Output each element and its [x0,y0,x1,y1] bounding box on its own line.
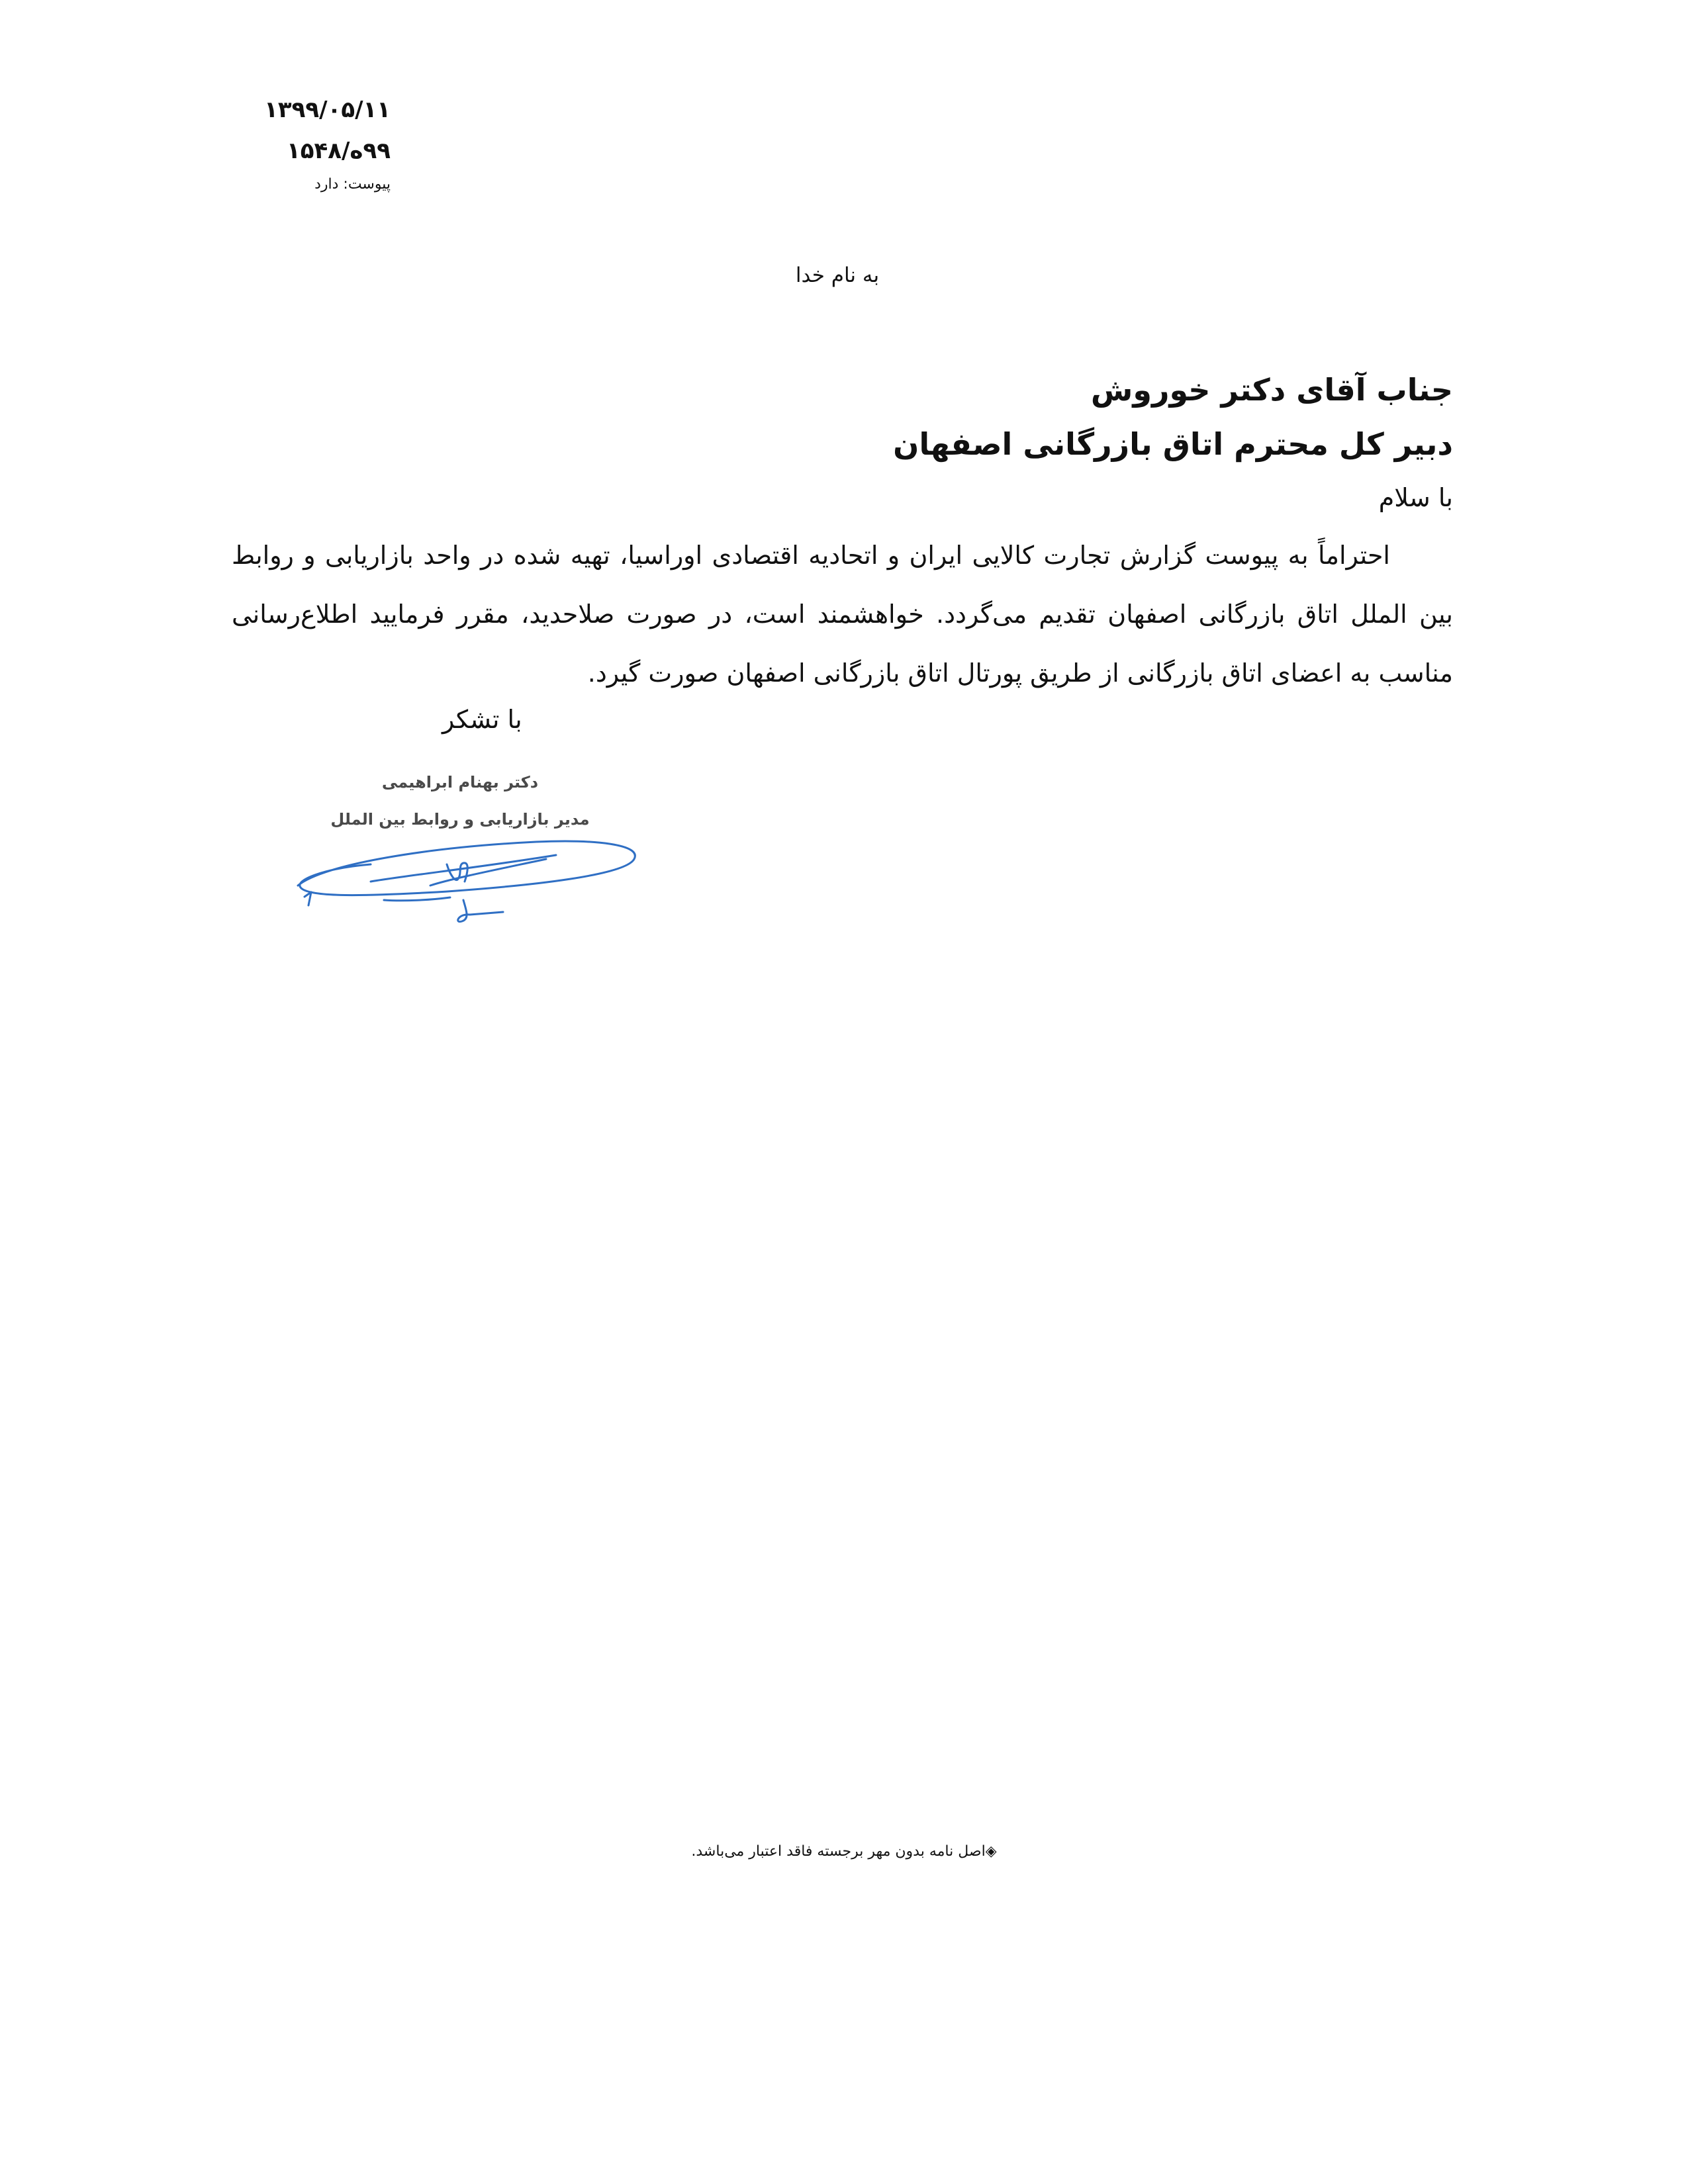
basmala: به نام خدا [795,263,880,287]
signatory-title: مدیر بازاریابی و روابط بین الملل [330,810,590,829]
letter-date: ۱۳۹۹/۰۵/۱۱ [264,97,391,123]
letter-body [232,526,1453,703]
letter-number: ۹۹ه/۱۵۴۸ [286,138,391,164]
recipient-title: دبیر کل محترم اتاق بازرگانی اصفهان [893,426,1453,462]
recipient-block [592,363,1453,471]
footer-text: اصل نامه بدون مهر برجسته فاقد اعتبار می‌باشد. [691,1843,986,1860]
closing: با تشکر [442,705,522,734]
signature-block [285,761,655,933]
letter-metadata [218,89,391,197]
footer-note [596,1843,1092,1860]
signatory-name: دکتر بهنام ابراهیمی [381,773,539,792]
body-paragraph: احتراماً به پیوست گزارش تجارت کالایی ایران و اتحادیه اقتصادی اوراسیا، تهیه شده در واحد بازاریابی و روابط بین الملل اتاق بازرگانی اصفهان تقدیم می‌گردد. خواهشمند است، در صورت صلاحدید، مقرر فرمایید اطلاع‌رسانی مناسب به اعضای اتاق بازرگانی از طریق پورتال اتاق بازرگانی اصفهان صورت گیرد. [232,541,1453,688]
attachment-status: پیوست: دارد [314,176,391,193]
greeting: با سلام [1378,483,1453,512]
diamond-icon: ◈ [985,1843,997,1860]
recipient-name: جناب آقای دکتر خوروش [1090,372,1453,408]
